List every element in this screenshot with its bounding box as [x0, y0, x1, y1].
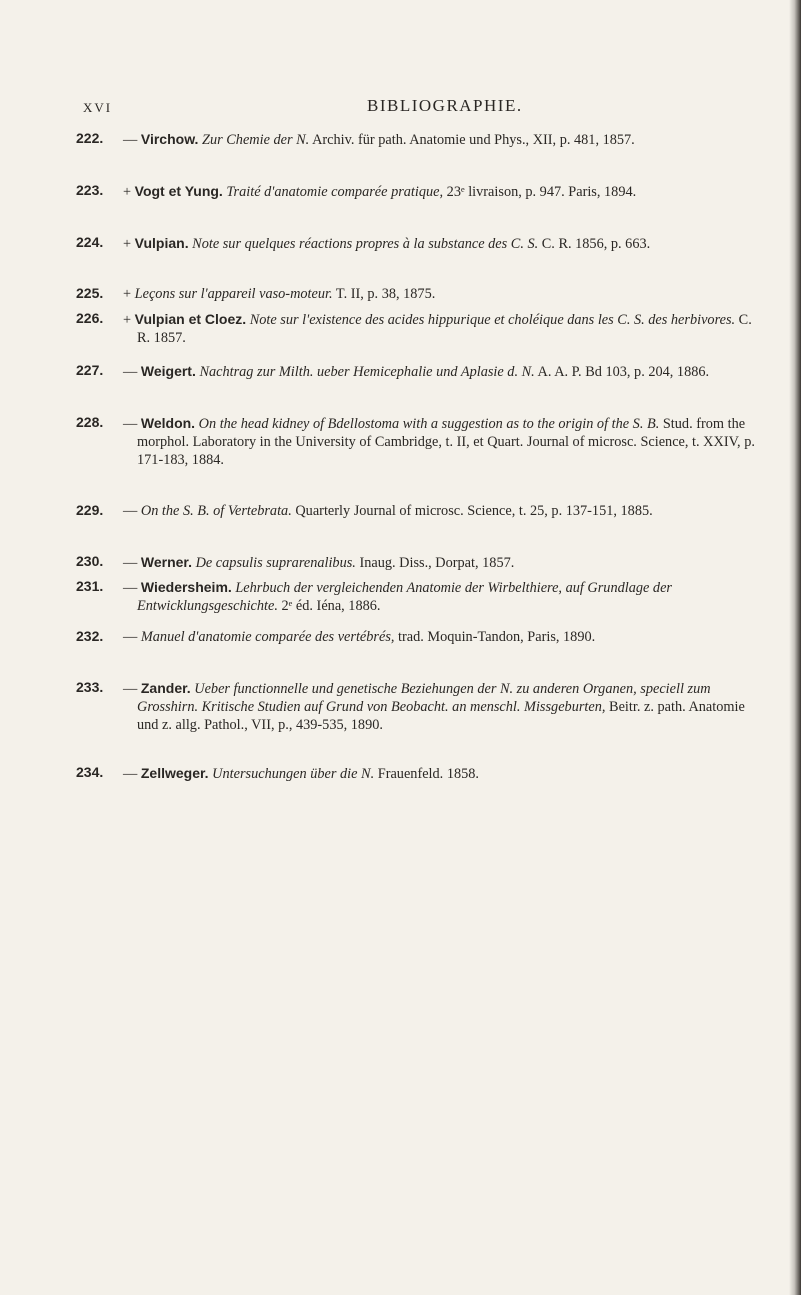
entry-reference: A. A. P. Bd 103, p. 204, 1886.: [537, 364, 710, 380]
entry-author: Weldon.: [140, 415, 196, 431]
entry-reference: Frauenfeld. 1858.: [377, 766, 479, 782]
entry-reference: C. R. 1856, p. 663.: [541, 236, 651, 252]
entry-text: [123, 234, 755, 253]
page-number: XVI: [83, 100, 113, 115]
entry-number: 231.: [76, 578, 104, 594]
entry-reference: Archiv. für path. Anatomie und Phys., XII, p. 481, 1857.: [312, 132, 635, 148]
entry-text: [123, 414, 755, 470]
entry-text: [123, 578, 755, 615]
entry-mark: —: [123, 681, 138, 697]
entry-reference: 2ᵉ éd. Iéna, 1886.: [281, 598, 381, 615]
entry-text: [123, 182, 755, 201]
entry-author: Virchow.: [140, 131, 199, 147]
entry-title: Note sur l'existence des acides hippurique et choléique dans les C. S. des herbivores.: [249, 312, 736, 328]
entry-title: Note sur quelques réactions propres à la substance des C. S.: [192, 236, 539, 252]
page-header: [0, 96, 801, 124]
entry-number: 226.: [76, 310, 104, 326]
entry-mark: —: [123, 132, 138, 148]
entry-number: 225.: [76, 285, 104, 301]
entry-number: 222.: [76, 130, 104, 146]
entry-number: 228.: [76, 414, 104, 430]
page-edge-shadow: [789, 0, 801, 1295]
entry-author: Zellweger.: [140, 765, 209, 781]
entry-reference: Quarterly Journal of microsc. Science, t. 25, p. 137-151, 1885.: [295, 503, 653, 519]
entry-reference: Inaug. Diss., Dorpat, 1857.: [359, 555, 515, 571]
entry-title: Leçons sur l'appareil vaso-moteur.: [134, 286, 333, 302]
entry-text: [123, 130, 755, 149]
entry-reference: Beitr. z. path. Anatomie und z. allg. Pathol., VII, p., 439-535, 1890.: [137, 699, 745, 734]
entry-title: De capsulis suprarenalibus.: [195, 555, 356, 571]
entry-mark: —: [123, 364, 138, 380]
entry-mark: —: [123, 766, 138, 782]
entry-reference: T. II, p. 38, 1875.: [335, 286, 436, 302]
entry-mark: —: [123, 503, 138, 519]
entry-mark: +: [123, 236, 132, 252]
entry-number: 232.: [76, 628, 104, 644]
entry-title: On the S. B. of Vertebrata.: [140, 503, 292, 519]
entry-title: Untersuchungen über die N.: [212, 766, 375, 782]
entry-mark: —: [123, 416, 138, 432]
entry-text: [123, 679, 755, 735]
entry-number: 224.: [76, 234, 104, 250]
entry-title: Lehrbuch der vergleichenden Anatomie der Wirbelthiere, auf Grundlage der Entwicklungsgeschichte.: [137, 580, 672, 615]
entry-reference: trad. Moquin-Tandon, Paris, 1890.: [398, 629, 596, 645]
entry-number: 233.: [76, 679, 104, 695]
entry-mark: —: [123, 555, 138, 571]
entry-text: [123, 628, 755, 646]
entry-title: Nachtrag zur Milth. ueber Hemicephalie und Aplasie d. N.: [199, 364, 535, 380]
entry-author: Zander.: [140, 680, 191, 696]
entry-mark: —: [123, 629, 138, 645]
entry-author: Wiedersheim.: [140, 579, 232, 595]
entry-text: [123, 310, 755, 347]
entry-number: 223.: [76, 182, 104, 198]
entry-mark: +: [123, 312, 132, 328]
entry-author: Werner.: [140, 554, 192, 570]
entry-number: 227.: [76, 362, 104, 378]
entry-author: Vogt et Yung.: [134, 183, 223, 199]
entry-text: [123, 764, 755, 783]
entry-reference: 23ᵉ livraison, p. 947. Paris, 1894.: [446, 184, 637, 200]
entry-mark: +: [123, 286, 132, 302]
entry-author: Vulpian et Cloez.: [134, 311, 247, 327]
running-title: BIBLIOGRAPHIE.: [367, 96, 523, 115]
entry-number: 234.: [76, 764, 104, 780]
entry-number: 229.: [76, 502, 104, 518]
entry-mark: +: [123, 184, 132, 200]
entry-text: [123, 285, 755, 303]
entry-text: [123, 502, 755, 520]
entry-author: Weigert.: [140, 363, 196, 379]
entry-mark: —: [123, 580, 138, 596]
entry-number: 230.: [76, 553, 104, 569]
entry-text: [123, 362, 755, 381]
entry-text: [123, 553, 755, 572]
entry-author: Vulpian.: [134, 235, 189, 251]
entry-reference: Stud. from the morphol. Laboratory in the University of Cambridge, t. II, et Quart. Journal of microsc. Science, t. XXIV, p. 171-183, 1884.: [137, 416, 755, 469]
entry-title: On the head kidney of Bdellostoma with a suggestion as to the origin of the S. B.: [198, 416, 660, 432]
entry-title: Zur Chemie der N.: [202, 132, 310, 148]
entry-title: Traité d'anatomie comparée pratique,: [226, 184, 444, 200]
entry-reference: C. R. 1857.: [137, 312, 752, 347]
entry-title: Manuel d'anatomie comparée des vertébrés,: [140, 629, 395, 645]
entry-title: Ueber functionnelle und genetische Beziehungen der N. zu anderen Organen, speciell zum Grosshirn. Kritische Studien auf Grund von Beobacht. an menschl. Missgeburten,: [137, 681, 711, 716]
